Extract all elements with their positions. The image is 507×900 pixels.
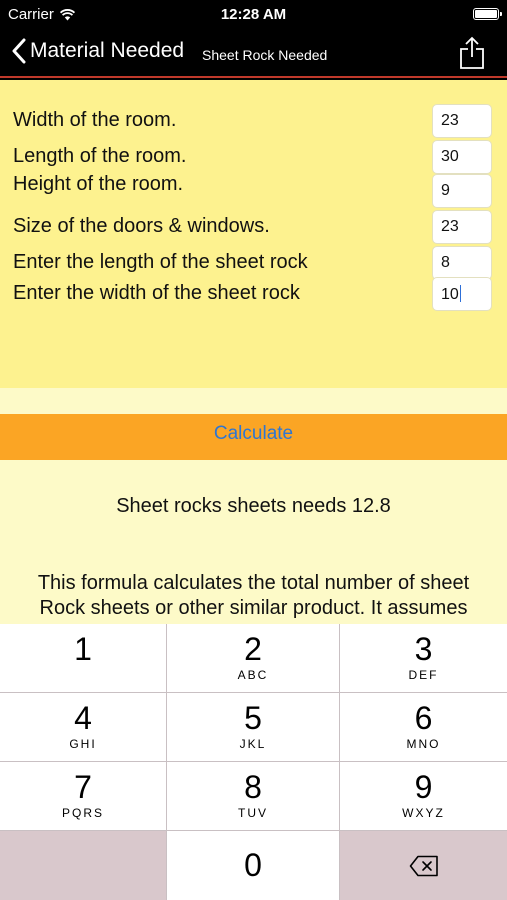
key-5[interactable]: [167, 693, 339, 761]
chevron-left-icon: [12, 38, 26, 64]
numeric-keypad: [0, 624, 507, 900]
length-row: [0, 140, 507, 174]
key-6[interactable]: [340, 693, 507, 761]
sheet-length-label: Enter the length of the sheet rock: [13, 251, 308, 273]
width-label: Width of the room.: [13, 109, 177, 131]
key-5-letters: JKL: [239, 737, 267, 751]
share-icon: [459, 36, 485, 70]
carrier-label: Carrier: [8, 6, 54, 23]
key-4-letters: GHI: [69, 737, 97, 751]
result-area: [0, 460, 507, 624]
navigation-bar: [0, 30, 507, 78]
delete-key[interactable]: [340, 831, 507, 900]
doors-windows-row: [0, 210, 507, 244]
spacer-band: [0, 388, 507, 414]
sheet-width-row: [0, 277, 507, 311]
status-time: 12:28 AM: [220, 6, 287, 23]
height-row: [0, 174, 507, 208]
key-7[interactable]: [0, 762, 166, 830]
key-9-digit: 9: [414, 769, 433, 805]
key-3[interactable]: [340, 624, 507, 692]
height-field[interactable]: 9: [432, 174, 492, 208]
width-field[interactable]: 23: [432, 104, 492, 138]
formula-description: This formula calculates the total number of sheet Rock sheets or other similar product. It assumes: [37, 572, 470, 619]
key-6-digit: 6: [414, 700, 433, 736]
key-7-digit: 7: [74, 769, 92, 805]
status-bar: [0, 0, 507, 30]
sheet-length-row: [0, 246, 507, 280]
key-4-digit: 4: [74, 700, 92, 736]
width-row: [0, 104, 507, 138]
key-8-letters: TUV: [238, 806, 268, 820]
key-2-digit: 2: [244, 631, 262, 667]
sheet-width-label: Enter the width of the sheet rock: [13, 282, 300, 304]
sheet-width-field[interactable]: [432, 277, 492, 311]
key-6-letters: MNO: [406, 737, 441, 751]
key-8[interactable]: [167, 762, 339, 830]
key-9-letters: WXYZ: [402, 806, 445, 820]
back-button[interactable]: [12, 38, 184, 64]
key-8-digit: 8: [244, 769, 262, 805]
input-form: [0, 80, 507, 388]
key-4[interactable]: [0, 693, 166, 761]
length-label: Length of the room.: [13, 145, 187, 167]
key-9[interactable]: [340, 762, 507, 830]
key-0[interactable]: [167, 831, 339, 900]
sheet-width-value: 10: [441, 286, 459, 303]
battery-icon: [473, 8, 499, 20]
doors-windows-field[interactable]: 23: [432, 210, 492, 244]
empty-key: [0, 831, 166, 900]
key-7-letters: PQRS: [61, 806, 104, 820]
result-text: Sheet rocks sheets needs 12.8: [116, 495, 391, 517]
length-field[interactable]: 30: [432, 140, 492, 174]
key-2-letters: ABC: [237, 668, 269, 682]
key-1-digit: 1: [74, 631, 92, 667]
key-3-letters: DEF: [408, 668, 439, 682]
backspace-icon: [409, 855, 439, 877]
back-title: Material Needed: [30, 39, 185, 62]
key-2[interactable]: [167, 624, 339, 692]
calculate-button[interactable]: Calculate: [0, 414, 507, 460]
key-5-digit: 5: [244, 700, 262, 736]
key-1[interactable]: [0, 624, 166, 692]
height-label: Height of the room.: [13, 173, 184, 195]
sheet-length-field[interactable]: 8: [432, 246, 492, 280]
doors-windows-label: Size of the doors & windows.: [13, 215, 270, 237]
page-subtitle: Sheet Rock Needed: [202, 47, 328, 63]
key-3-digit: 3: [414, 631, 433, 667]
key-0-digit: 0: [244, 847, 262, 883]
share-button[interactable]: [459, 36, 485, 75]
